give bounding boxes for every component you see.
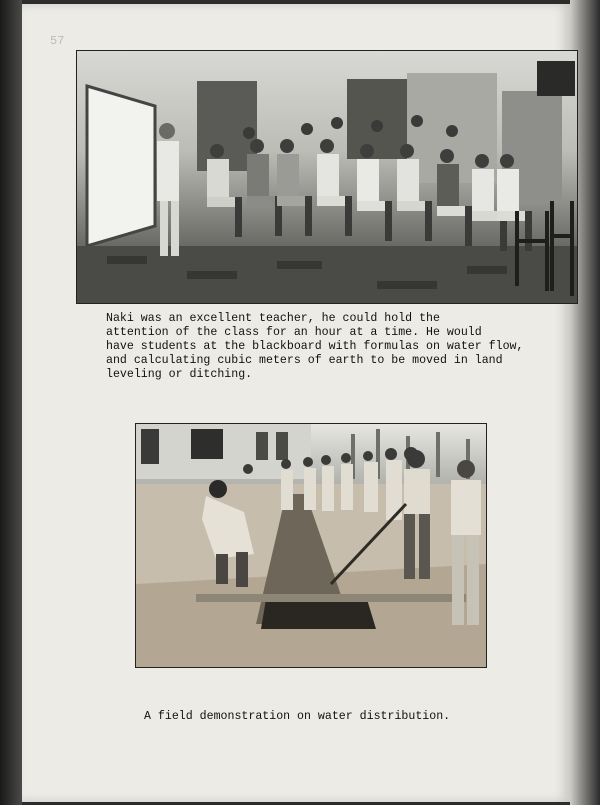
classroom-photo-drawing [77,51,577,303]
caption-field-demonstration: A field demonstration on water distribution. [144,710,451,723]
book-spine [0,0,22,805]
page-number: 57 [50,34,65,48]
classroom-photo [76,50,578,304]
caption-classroom: Naki was an excellent teacher, he could hold the attention of the class for an hour at a time. He would have students at the blackboard with formulas on water flow, and calculating cubic meters of earth to be moved in land leveling or ditching. [106,312,524,381]
field-photo-drawing [136,424,486,667]
field-demonstration-photo [135,423,487,668]
